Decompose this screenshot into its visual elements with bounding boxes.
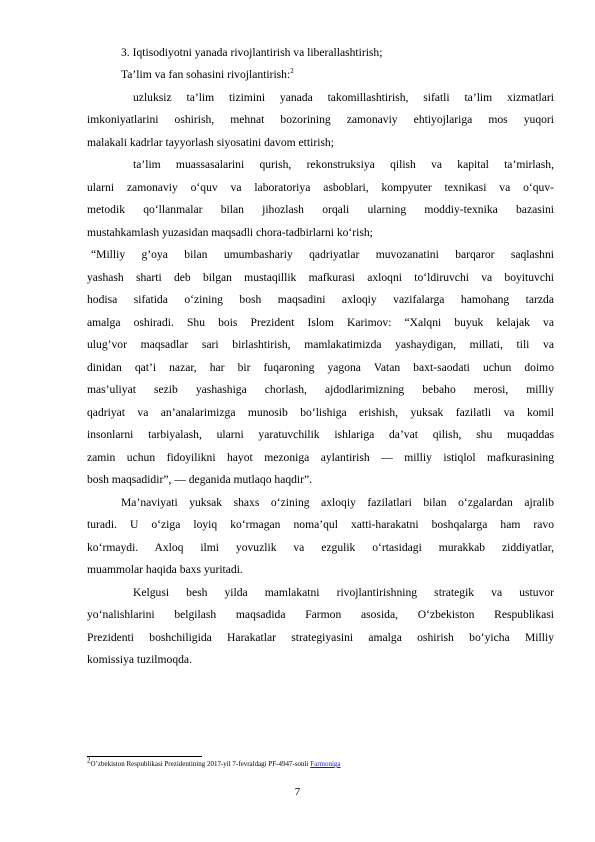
text-line-2-text: Ta’lim va fan sohasini rivojlantirish: <box>121 68 291 81</box>
footnote <box>87 758 341 770</box>
text-line-12: hodisa sifatida o‘zining bosh maqsadini axloqiy vazifalarga hamohang tarzda <box>87 293 554 306</box>
text-line-19: zamin uchun fidoyilikni hayot mezoniga aylantirish — milliy istiqlol mafkurasining <box>87 451 554 464</box>
text-line-14: ulug’vor maqsadlar sari birlashtirish, mamlakatimizda yashaydigan, millati, tili va <box>87 338 554 351</box>
text-line-4: imkoniyatlarini oshirish, mehnat bozorining zamonaviy ehtiyojlariga mos yuqori <box>87 113 554 126</box>
text-line-1: 3. Iqtisodiyotni yanada rivojlantirish va liberallashtirish; <box>121 46 383 59</box>
text-line-24: muammolar haqida baxs yuritadi. <box>87 563 243 576</box>
text-line-6: ta’lim muassasalarini qurish, rekonstruksiya qilish va kapital ta’mirlash, <box>133 158 554 171</box>
footnote-divider <box>87 756 202 757</box>
text-line-20: bosh maqsadidir”, — deganida mutlaqo haqdir”. <box>87 473 313 486</box>
text-line-25: Kelgusi besh yilda mamlakatni rivojlantirishning strategik va ustuvor <box>133 586 554 599</box>
text-line-15: dinidan qat’i nazar, har bir fuqaroning yagona Vatan baxt-saodati uchun doimo <box>87 361 554 374</box>
footnote-number: 2 <box>87 756 91 765</box>
text-line-8: metodik qo‘llanmalar bilan jihozlash orqali ularning moddiy-texnika bazasini <box>87 203 554 216</box>
footnote-link[interactable]: Farmoniga <box>310 760 341 768</box>
text-line-13: amalga oshiradi. Shu bois Prezident Islom Karimov: “Xalqni buyuk kelajak va <box>87 316 554 329</box>
text-line-2 <box>121 68 294 82</box>
text-line-21: Ma’naviyati yuksak shaxs o‘zining axloqiy fazilatlari bilan o‘zgalardan ajralib <box>121 496 554 509</box>
text-line-18: insonlarni tarbiyalash, ularni yaratuvchilik ishlariga da’vat qilish, shu muqaddas <box>87 428 554 441</box>
text-line-9: mustahkamlash yuzasidan maqsadli chora-tadbirlarni ko‘rish; <box>87 226 373 239</box>
footnote-reference[interactable]: 2 <box>290 67 294 76</box>
text-line-3: uzluksiz ta’lim tizimini yanada takomillashtirish, sifatli ta’lim xizmatlari <box>133 91 554 104</box>
text-line-22: turadi. U o‘ziga loyiq ko‘rmagan noma’qul xatti-harakatni boshqalarga ham ravo <box>87 518 554 531</box>
text-line-11: yashash sharti deb bilgan mustaqillik mafkurasi axloqni to‘ldiruvchi va boyituvchi <box>87 271 554 284</box>
footnote-text: O’zbekiston Respublikasi Prezidentining 2017-yil 7-fevraldagi PF-4947-sonli <box>90 760 311 768</box>
text-line-10: “Milliy g’oya bilan umumbashariy qadriyatlar muvozanatini barqaror saqlashni <box>91 248 554 261</box>
text-line-5: malakali kadrlar tayyorlash siyosatini davom ettirish; <box>87 136 334 149</box>
text-line-28: komissiya tuzilmoqda. <box>87 653 192 666</box>
page-number: 7 <box>294 786 301 798</box>
text-line-26: yo‘nalishlarini belgilash maqsadida Farmon asosida, O‘zbekiston Respublikasi <box>87 608 554 621</box>
text-line-17: qadriyat va an’analarimizga munosib bo‘lishiga erishish, yuksak fazilatli va komil <box>87 406 554 419</box>
text-line-23: ko‘rmaydi. Axloq ilmi yovuzlik va ezgulik o‘rtasidagi murakkab ziddiyatlar, <box>87 541 554 554</box>
text-line-27: Prezidenti boshchiligida Harakatlar strategiyasini amalga oshirish bo‘yicha Milliy <box>87 631 554 644</box>
text-line-7: ularni zamonaviy o‘quv va laboratoriya asboblari, kompyuter texnikasi va o‘quv- <box>87 181 554 194</box>
text-line-16: mas’uliyat sezib yashashiga chorlash, ajdodlarimizning bebaho merosi, milliy <box>87 383 554 396</box>
